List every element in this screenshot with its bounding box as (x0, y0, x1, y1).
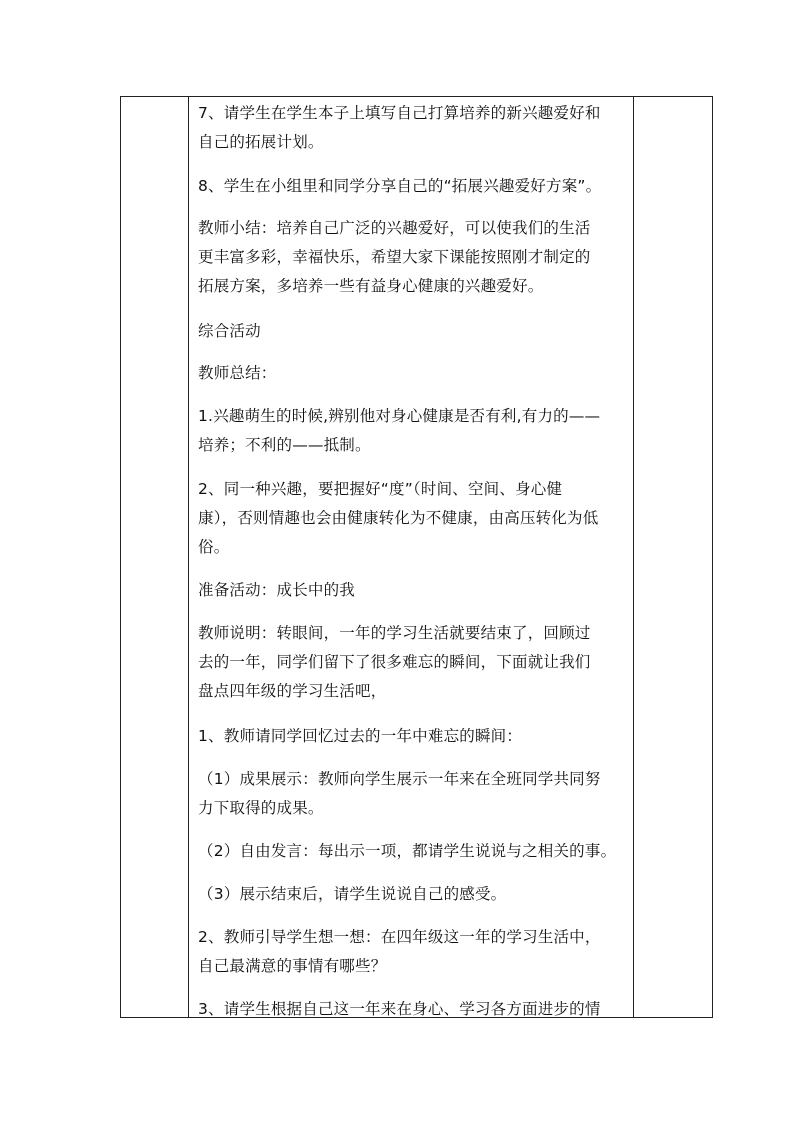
paragraph-step-1-recall: 1、教师请同学回忆过去的一年中难忘的瞬间： (198, 727, 523, 745)
content-cell (189, 97, 634, 1017)
paragraph-teacher-conclusion-label: 教师总结： (198, 364, 277, 382)
paragraph-substep-3: （3）展示结束后，请学生说说自己的感受。 (198, 885, 507, 903)
paragraph-step-3-progress: 3、请学生根据自己这一年来在身心、学习各方面进步的情 (198, 1000, 601, 1017)
paragraph-substep-2: （2）自由发言：每出示一项，都请学生说说与之相关的事。 (198, 842, 617, 860)
paragraph-step-8: 8、学生在小组里和同学分享自己的“拓展兴趣爱好方案”。 (198, 177, 602, 195)
paragraph-step-7: 7、请学生在学生本子上填写自己打算培养的新兴趣爱好和 自己的拓展计划。 (198, 104, 601, 151)
lesson-table (120, 96, 713, 1018)
paragraph-substep-1: （1）成果展示：教师向学生展示一年来在全班同学共同努 力下取得的成果。 (198, 770, 601, 817)
right-column-cell (633, 97, 712, 1017)
section-heading-comprehensive-activity: 综合活动 (198, 322, 261, 340)
left-column-cell (121, 97, 189, 1017)
paragraph-teacher-explanation: 教师说明：转眼间，一年的学习生活就要结束了，回顾过 去的一年，同学们留下了很多难忘的瞬间，下面就让我们 盘点四年级的学习生活吧， (198, 624, 591, 700)
paragraph-step-2-reflect: 2、教师引导学生想一想：在四年级这一年的学习生活中， 自己最满意的事情有哪些？ (198, 928, 601, 975)
paragraph-teacher-summary: 教师小结：培养自己广泛的兴趣爱好，可以使我们的生活 更丰富多彩，幸福快乐，希望大家下课能按照刚才制定的 拓展方案，多培养一些有益身心健康的兴趣爱好。 (198, 219, 591, 295)
paragraph-conclusion-point-1: 1.兴趣萌生的时候,辨别他对身心健康是否有利,有力的—— 培养；不利的——抵制。 (198, 407, 601, 454)
paragraph-conclusion-point-2: 2、同一种兴趣，要把握好“度”（时间、空间、身心健 康），否则情趣也会由健康转化为不健康，由高压转化为低 俗。 (198, 480, 599, 556)
section-heading-preparation-activity: 准备活动：成长中的我 (198, 581, 356, 599)
